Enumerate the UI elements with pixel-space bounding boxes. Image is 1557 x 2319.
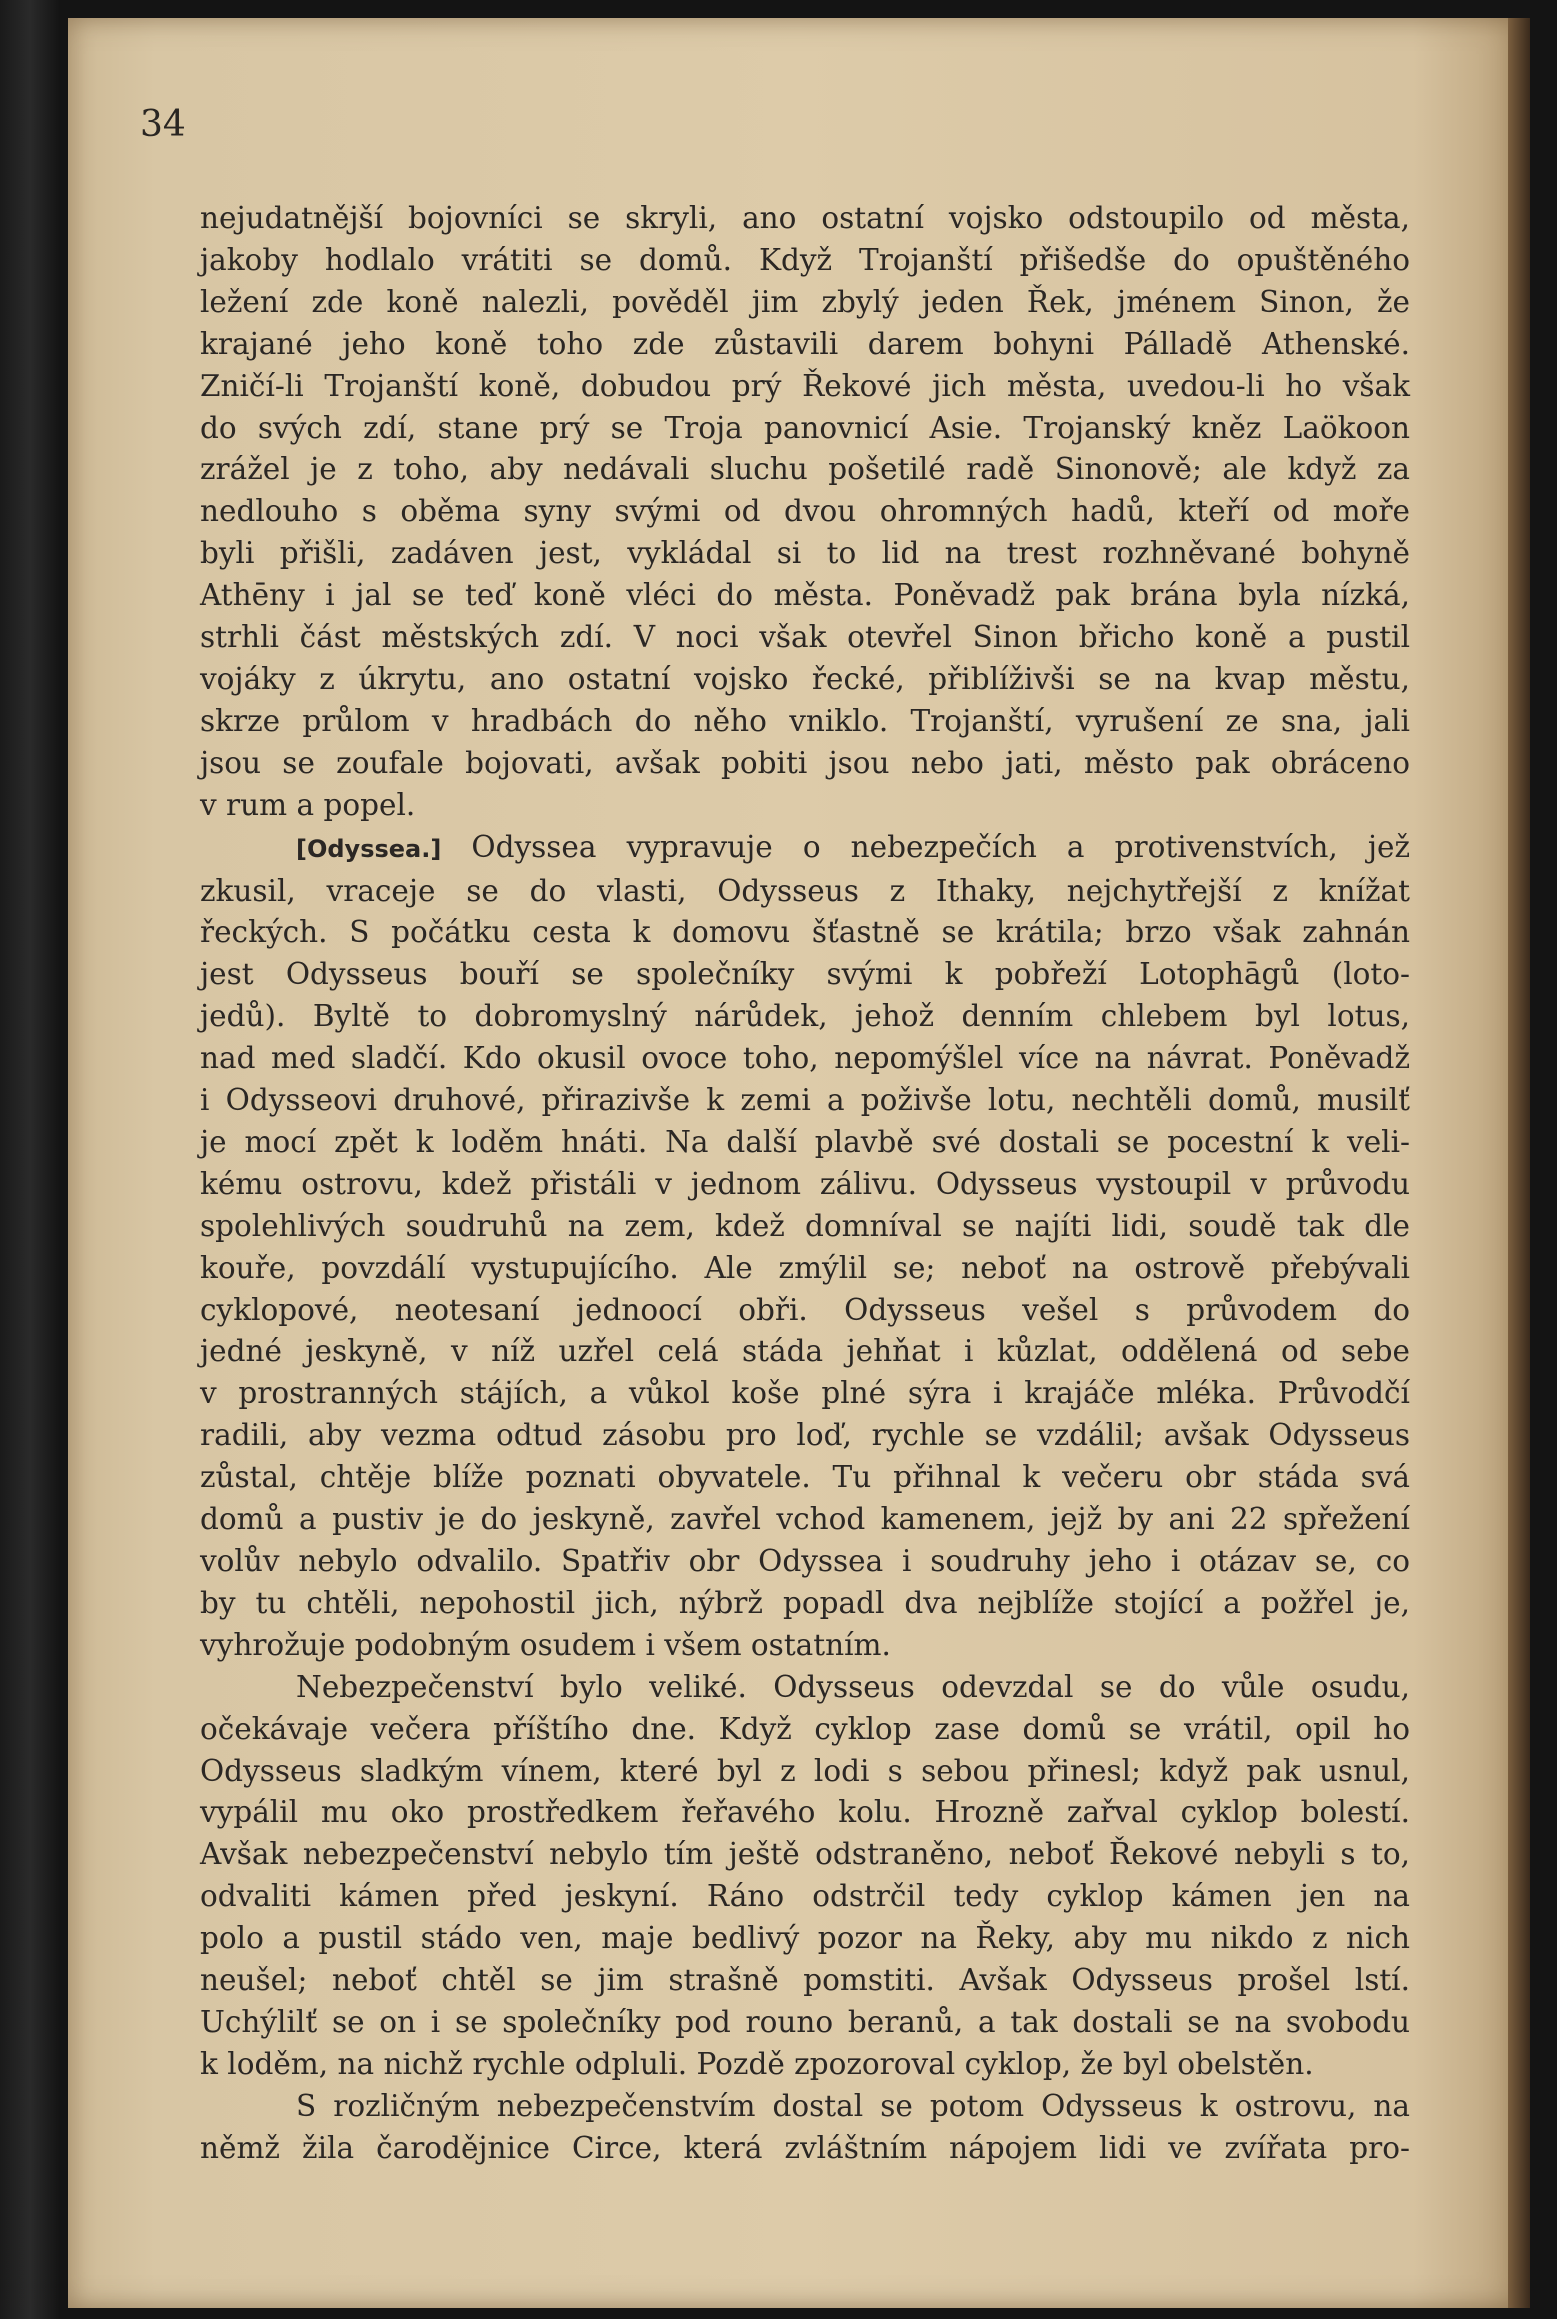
text-line: jakoby hodlalo vrátiti se domů. Když Trojanští přišedše do opuštěného (200, 242, 1410, 277)
text-line: nejudatnější bojovníci se skryli, ano ostatní vojsko odstoupilo od města, (200, 201, 1410, 235)
body-text (200, 198, 1410, 2170)
text-line: skrze průlom v hradbách do něho vniklo. Trojanští, vyrušení ze sna, jali (200, 703, 1410, 738)
page-binding-edge (1508, 18, 1530, 2308)
text-line: spolehlivých soudruhů na zem, kdež domníval se najíti lidi, soudě tak dle (200, 1208, 1410, 1243)
text-line: Athēny i jal se teď koně vléci do města. Poněvadž pak brána byla nízká, (200, 578, 1410, 613)
text-line: jsou se zoufale bojovati, avšak pobiti jsou nebo jati, město pak obráceno (200, 745, 1410, 780)
text-line: volův nebylo odvalilo. Spatřiv obr Odyssea i soudruhy jeho i otázav se, co (200, 1544, 1410, 1578)
text-line: by tu chtěli, nepohostil jich, nýbrž popadl dva nejblíže stojící a požřel je, (200, 1585, 1410, 1620)
text-line: zrážel je z toho, aby nedávali sluchu pošetilé radě Sinonově; ale když za (200, 452, 1410, 487)
text-line: němž žila čarodějnice Circe, která zvláštním nápojem lidi ve zvířata pro- (200, 2130, 1410, 2165)
text-line: kouře, povzdálí vystupujícího. Ale zmýlil se; neboť na ostrově přebývali (200, 1250, 1410, 1285)
text-line (200, 827, 1410, 871)
text-line: nedlouho s oběma syny svými od dvou ohromných hadů, kteří od moře (200, 494, 1410, 529)
text-line: k loděm, na nichž rychle odpluli. Pozdě zpozoroval cyklop, že byl obelstěn. (200, 2046, 1314, 2081)
text-line: řeckých. S počátku cesta k domovu šťastně se krátila; brzo však zahnán (200, 915, 1410, 950)
text-line: krajané jeho koně toho zde zůstavili darem bohyni Pálladě Athenské. (200, 326, 1410, 361)
text-line: jedů). Byltě to dobromyslný nárůdek, jehož denním chlebem byl lotus, (200, 999, 1410, 1034)
text-line: byli přišli, zadáven jest, vykládal si to lid na trest rozhněvané bohyně (200, 536, 1410, 571)
text-line: i Odysseovi druhové, přirazivše k zemi a poživše lotu, nechtěli domů, musilť (200, 1083, 1410, 1118)
text-line: domů a pustiv je do jeskyně, zavřel vchod kamenem, jejž by ani 22 spřežení (200, 1502, 1410, 1537)
text-line: jedné jeskyně, v níž uzřel celá stáda jehňat i kůzlat, oddělená od sebe (200, 1334, 1410, 1369)
text-line: cyklopové, neotesaní jednoocí obři. Odysseus vešel s průvodem do (200, 1292, 1410, 1327)
paragraph-circe (200, 2086, 1410, 2170)
text-line: ležení zde koně nalezli, pověděl jim zbylý jeden Řek, jménem Sinon, že (200, 284, 1410, 319)
text-line: do svých zdí, stane prý se Troja panovnicí Asie. Trojanský kněz Laökoon (200, 410, 1410, 445)
text-line: Uchýlilť se on i se společníky pod rouno beranů, a tak dostali se na svobodu (200, 2004, 1410, 2039)
text-line: neušel; neboť chtěl se jim strašně pomstiti. Avšak Odysseus prošel lstí. (200, 1963, 1410, 1998)
text-line: radili, aby vezma odtud zásobu pro loď, rychle se vzdálil; avšak Odysseus (200, 1418, 1410, 1453)
text-line: vypálil mu oko prostředkem řeřavého kolu. Hrozně zařval cyklop bolestí. (200, 1795, 1410, 1830)
text-line: zkusil, vraceje se do vlasti, Odysseus z Ithaky, nejchytřejší z knížat (200, 873, 1410, 908)
text-line: strhli část městských zdí. V noci však otevřel Sinon břicho koně a pustil (200, 620, 1410, 655)
text-line: očekávaje večera příštího dne. Když cyklop zase domů se vrátil, opil ho (200, 1711, 1410, 1746)
text-line: zůstal, chtěje blíže poznati obyvatele. Tu přihnal k večeru obr stáda svá (200, 1460, 1410, 1495)
text-line: odvaliti kámen před jeskyní. Ráno odstrčil tedy cyklop kámen jen na (200, 1879, 1410, 1914)
text-line: Avšak nebezpečenství nebylo tím ještě odstraněno, neboť Řekové nebyli s to, (200, 1837, 1410, 1872)
paragraph-odyssea (200, 827, 1410, 1667)
text-line: S rozličným nebezpečenstvím dostal se potom Odysseus k ostrovu, na (296, 2088, 1410, 2123)
text-line: v prostranných stájích, a vůkol koše plné sýra i krajáče mléka. Průvodčí (200, 1376, 1410, 1411)
text-line: polo a pustil stádo ven, maje bedlivý pozor na Řeky, aby mu nikdo z nich (200, 1921, 1410, 1956)
text-line-content: Odyssea vypravuje o nebezpečích a protivenstvích, jež (471, 829, 1410, 864)
page-number: 34 (140, 104, 186, 145)
text-line: jest Odysseus bouří se společníky svými k pobřeží Lotophāgů (loto- (200, 957, 1410, 992)
text-line: kému ostrovu, kdež přistáli v jednom zálivu. Odysseus vystoupil v průvodu (200, 1166, 1410, 1201)
text-line: vojáky z úkrytu, ano ostatní vojsko řecké, přiblíživši se na kvap městu, (200, 661, 1410, 696)
text-line: Zničí-li Trojanští koně, dobudou prý Řekové jich města, uvedou-li ho však (200, 368, 1410, 403)
section-heading: [Odyssea.] (296, 834, 442, 863)
paragraph-troy (200, 198, 1410, 827)
text-line: nad med sladčí. Kdo okusil ovoce toho, nepomýšlel více na návrat. Poněvadž (200, 1041, 1410, 1076)
text-line: v rum a popel. (200, 787, 416, 822)
text-line: je mocí zpět k loděm hnáti. Na další plavbě své dostali se pocestní k veli- (200, 1124, 1410, 1159)
text-line: vyhrožuje podobným osudem i všem ostatním. (200, 1627, 891, 1662)
text-line: Odysseus sladkým vínem, které byl z lodi s sebou přinesl; když pak usnul, (200, 1753, 1410, 1788)
paragraph-cyclops (200, 1667, 1410, 2086)
text-line: Nebezpečenství bylo veliké. Odysseus odevzdal se do vůle osudu, (296, 1669, 1410, 1704)
